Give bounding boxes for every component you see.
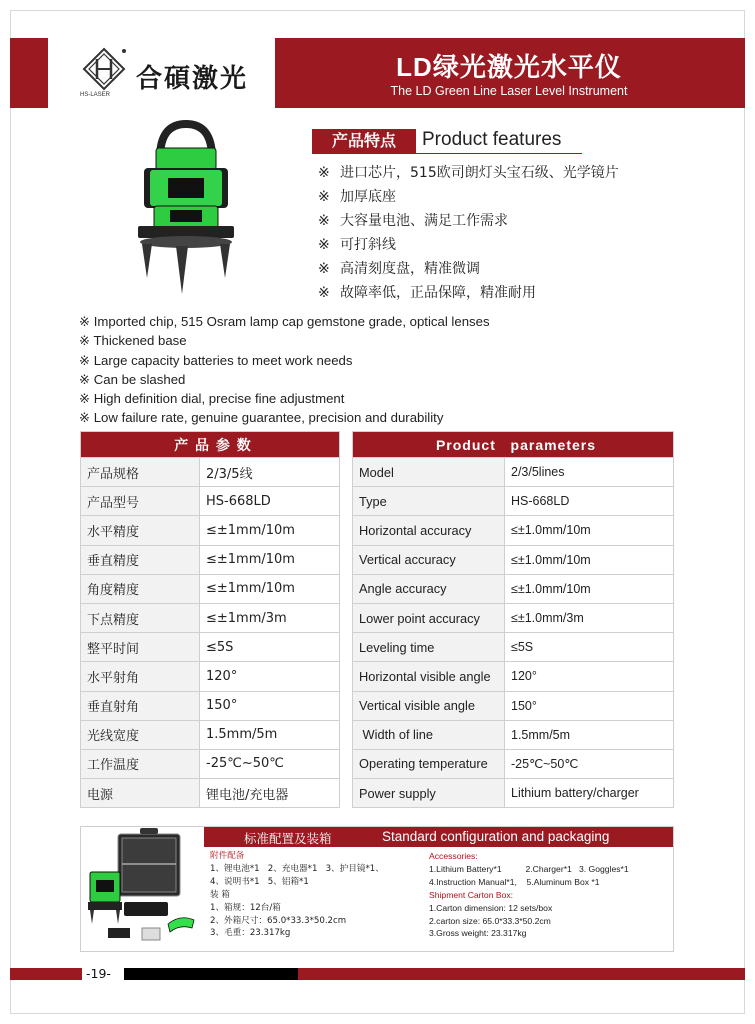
feature-text: 加厚底座 xyxy=(340,189,396,205)
bullet-mark: ※ xyxy=(318,165,330,181)
param-name: Power supply xyxy=(353,779,505,808)
param-name: Model xyxy=(353,458,505,487)
accessories-heading: Accessories: xyxy=(429,851,478,861)
param-value: ≤±1mm/10m xyxy=(200,516,340,545)
carton-line: 1、箱规：12台/箱 xyxy=(210,902,281,913)
table-row xyxy=(353,574,674,603)
header-accent-left xyxy=(10,38,48,108)
param-value: ≤±1.0mm/10m xyxy=(505,545,674,574)
table-row xyxy=(81,691,340,720)
table-row xyxy=(81,662,340,691)
feature-text: 大容量电池、满足工作需求 xyxy=(340,213,508,229)
param-value: ≤±1.0mm/3m xyxy=(505,603,674,632)
param-value: -25℃~50℃ xyxy=(200,749,340,778)
param-value: ≤±1.0mm/10m xyxy=(505,574,674,603)
features-tag: 产品特点 xyxy=(312,129,416,153)
param-name: Horizontal visible angle xyxy=(353,662,505,691)
brand-name: 合碩激光 xyxy=(136,64,249,94)
param-value: 120° xyxy=(200,662,340,691)
page-subtitle: The LD Green Line Laser Level Instrument xyxy=(390,84,628,98)
table-row xyxy=(353,720,674,749)
feature-text: 进口芯片，515欧司朗灯头宝石级、光学镜片 xyxy=(340,165,619,181)
packaging-details-cn xyxy=(210,850,384,940)
table-row xyxy=(353,516,674,545)
features-list-en xyxy=(79,312,490,428)
params-table-title: 产 品 参 数 xyxy=(81,432,340,458)
feature-item xyxy=(318,162,619,186)
table-row xyxy=(81,458,340,487)
table-row xyxy=(353,487,674,516)
feature-item xyxy=(318,234,619,258)
accessories-line: 1.Lithium Battery*1 2.Charger*1 3. Goggles*1 xyxy=(429,863,629,874)
table-row xyxy=(81,633,340,662)
feature-item-en: ※ Large capacity batteries to meet work needs xyxy=(79,352,353,368)
page-title: LD绿光激光水平仪 xyxy=(396,52,622,82)
accessories-line: 4.Instruction Manual*1, 5.Aluminum Box *1 xyxy=(429,876,600,887)
table-row xyxy=(353,603,674,632)
bullet-mark: ※ xyxy=(318,285,330,301)
param-name: 水平射角 xyxy=(81,662,200,691)
param-name: Vertical visible angle xyxy=(353,691,505,720)
accessories-heading: 附件配备 xyxy=(210,851,245,861)
params-table-title: Product parameters xyxy=(353,432,674,458)
param-name: 下点精度 xyxy=(81,603,200,632)
param-name: 电源 xyxy=(81,779,200,808)
feature-item-en: ※ High definition dial, precise fine adjustment xyxy=(79,391,345,407)
param-value: ≤±1mm/10m xyxy=(200,574,340,603)
param-name: 产品规格 xyxy=(81,458,200,487)
table-row xyxy=(353,545,674,574)
table-row xyxy=(353,691,674,720)
param-name: 光线宽度 xyxy=(81,720,200,749)
features-title: Product features xyxy=(422,129,562,150)
param-name: Angle accuracy xyxy=(353,574,505,603)
table-row xyxy=(81,545,340,574)
params-table-cn xyxy=(80,431,340,808)
footer-accent xyxy=(124,968,298,980)
packaging-title-cn: 标准配置及装箱 xyxy=(244,831,332,846)
table-row xyxy=(353,749,674,778)
bullet-mark: ※ xyxy=(318,189,330,205)
param-value: ≤±1mm/10m xyxy=(200,545,340,574)
features-underline xyxy=(312,153,582,154)
param-name: 角度精度 xyxy=(81,574,200,603)
param-name: 整平时间 xyxy=(81,633,200,662)
feature-item-en: ※ Low failure rate, genuine guarantee, precision and durability xyxy=(79,410,444,426)
logo-caption: HS-LASER xyxy=(80,92,111,98)
param-value: 150° xyxy=(505,691,674,720)
feature-item-en: ※ Can be slashed xyxy=(79,371,186,387)
feature-item xyxy=(318,258,619,282)
table-row xyxy=(81,487,340,516)
feature-text: 高清刻度盘，精准微调 xyxy=(340,261,480,277)
table-row xyxy=(81,603,340,632)
table-row xyxy=(353,633,674,662)
carton-line: 2、外箱尺寸：65.0*33.3*50.2cm xyxy=(210,915,347,926)
table-row xyxy=(81,516,340,545)
table-row xyxy=(81,720,340,749)
param-value: Lithium battery/charger xyxy=(505,779,674,808)
accessories-line: 4、说明书*1 5、铝箱*1 xyxy=(210,876,309,887)
table-row xyxy=(81,749,340,778)
accessories-line: 1、锂电池*1 2、充电器*1 3、护目镜*1、 xyxy=(210,863,384,874)
packaging-kit-image xyxy=(84,828,202,948)
param-value: -25℃~50℃ xyxy=(505,749,674,778)
param-name: 垂直射角 xyxy=(81,691,200,720)
feature-item xyxy=(318,210,619,234)
bullet-mark: ※ xyxy=(318,261,330,277)
param-name: Width of line xyxy=(353,720,505,749)
param-value: 2/3/5线 xyxy=(200,458,340,487)
hs-laser-logo-icon xyxy=(82,47,126,91)
param-value: 1.5mm/5m xyxy=(200,720,340,749)
param-name: Type xyxy=(353,487,505,516)
carton-line: 1.Carton dimension: 12 sets/box xyxy=(429,902,553,913)
param-name: Operating temperature xyxy=(353,749,505,778)
param-name: 水平精度 xyxy=(81,516,200,545)
carton-line: 2.carton size: 65.0*33.3*50.2cm xyxy=(429,915,551,926)
feature-item xyxy=(318,282,619,306)
carton-heading: Shipment Carton Box: xyxy=(429,889,514,900)
feature-text: 故障率低，正品保障，精准耐用 xyxy=(340,285,536,301)
param-name: Leveling time xyxy=(353,633,505,662)
param-name: 垂直精度 xyxy=(81,545,200,574)
bullet-mark: ※ xyxy=(318,237,330,253)
features-list-cn xyxy=(318,162,619,306)
param-value: HS-668LD xyxy=(505,487,674,516)
feature-item-en: ※ Imported chip, 515 Osram lamp cap gemstone grade, optical lenses xyxy=(79,314,490,329)
carton-line: 3、毛重：23.317kg xyxy=(210,928,291,939)
table-row xyxy=(353,662,674,691)
param-value: 1.5mm/5m xyxy=(505,720,674,749)
param-value: 锂电池/充电器 xyxy=(200,779,340,808)
bullet-mark: ※ xyxy=(318,213,330,229)
param-value: ≤±1.0mm/10m xyxy=(505,516,674,545)
table-row xyxy=(353,458,674,487)
param-name: Lower point accuracy xyxy=(353,603,505,632)
carton-line: 3.Gross weight: 23.317kg xyxy=(429,928,527,939)
param-value: ≤5S xyxy=(200,633,340,662)
packaging-details-en xyxy=(429,850,629,940)
packaging-title-en: Standard configuration and packaging xyxy=(382,829,610,844)
table-row xyxy=(81,779,340,808)
param-value: HS-668LD xyxy=(200,487,340,516)
param-value: ≤±1mm/3m xyxy=(200,603,340,632)
param-value: ≤5S xyxy=(505,633,674,662)
feature-item xyxy=(318,186,619,210)
table-row xyxy=(353,779,674,808)
param-name: 产品型号 xyxy=(81,487,200,516)
param-name: Horizontal accuracy xyxy=(353,516,505,545)
param-value: 150° xyxy=(200,691,340,720)
page-number: -19- xyxy=(86,966,111,981)
param-value: 120° xyxy=(505,662,674,691)
feature-item-en: ※ Thickened base xyxy=(79,333,187,349)
carton-heading: 装 箱 xyxy=(210,889,230,900)
table-row xyxy=(81,574,340,603)
param-value: 2/3/5lines xyxy=(505,458,674,487)
feature-text: 可打斜线 xyxy=(340,237,396,253)
param-name: 工作温度 xyxy=(81,749,200,778)
params-table-en xyxy=(352,431,674,808)
laser-level-product-image xyxy=(130,118,242,298)
param-name: Vertical accuracy xyxy=(353,545,505,574)
